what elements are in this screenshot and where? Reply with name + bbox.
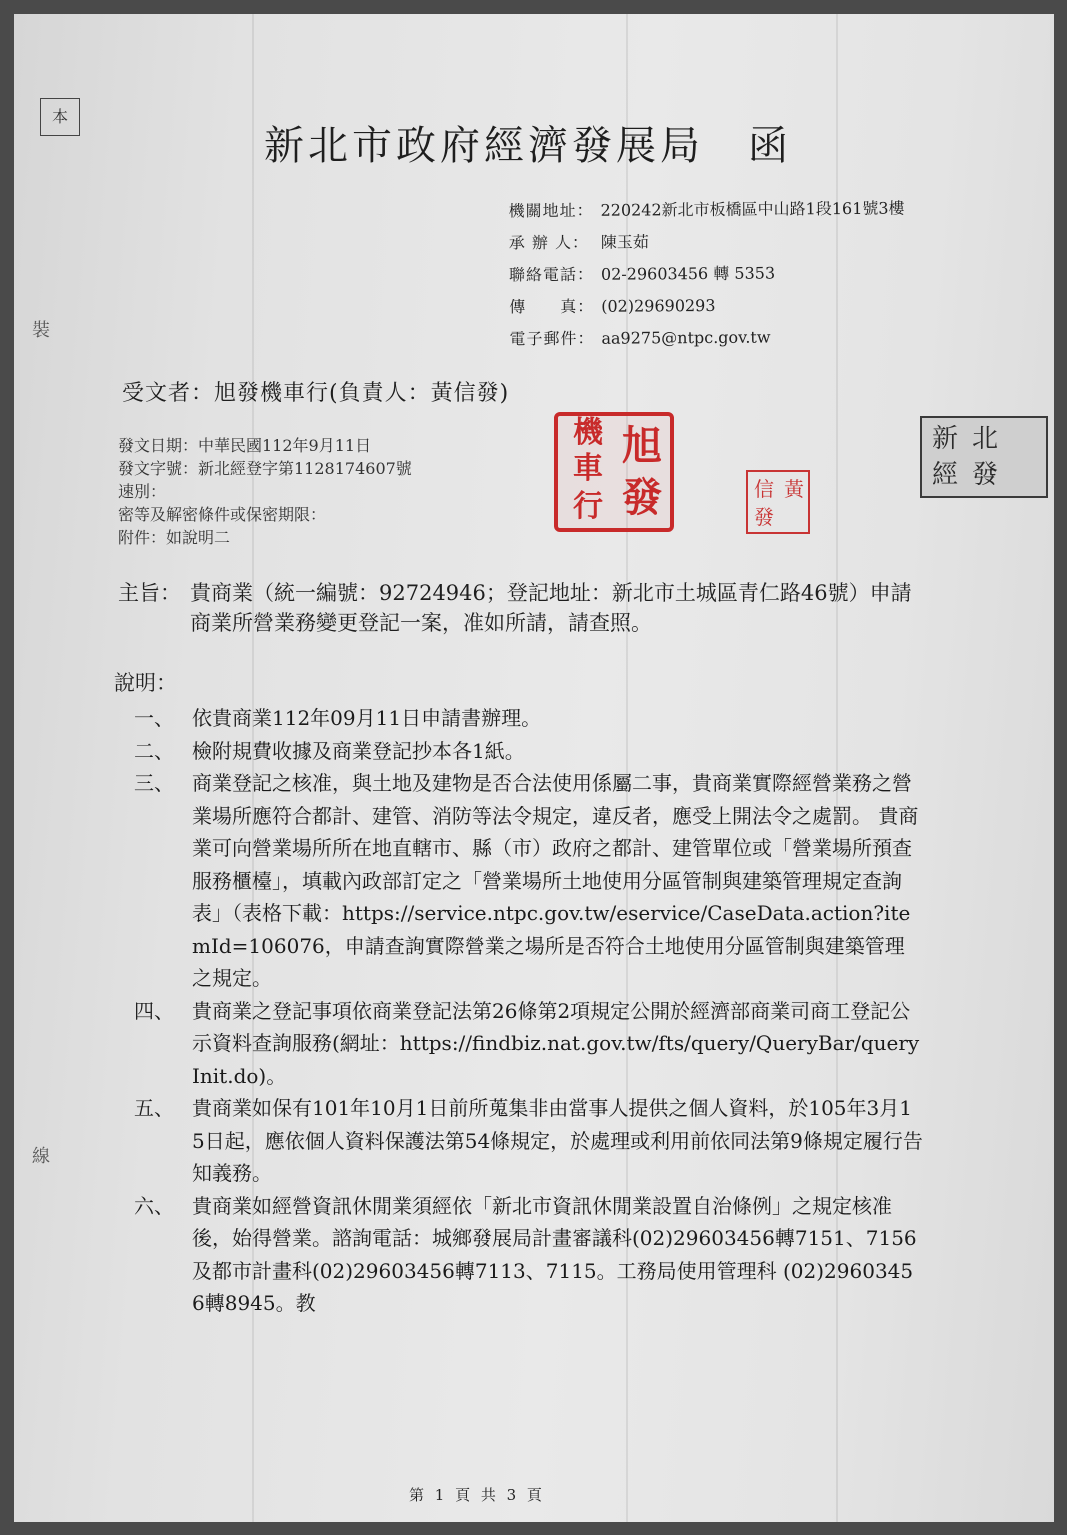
subject-label: 主旨： <box>118 581 181 605</box>
binding-mark: 本 <box>40 98 80 136</box>
info-row-address <box>508 193 904 228</box>
list-item <box>134 735 924 768</box>
info-label: 承 辦 人： <box>508 232 590 253</box>
list-item <box>134 1190 924 1320</box>
info-row-phone <box>509 257 905 292</box>
seal-char: 新 <box>931 424 958 454</box>
speed-class: 速別： <box>118 482 167 501</box>
seal-char: 旭 <box>622 422 662 469</box>
seal-char: 行 <box>573 489 603 524</box>
agency-info <box>508 193 905 356</box>
info-value: 陳玉茹 <box>600 232 649 252</box>
subject-section <box>118 578 918 638</box>
seal-char: 黃 <box>784 477 804 501</box>
description-heading: 說明： <box>114 671 177 695</box>
owner-seal <box>746 470 810 534</box>
info-label: 聯絡電話： <box>508 264 595 285</box>
info-value: (02)29690293 <box>601 295 716 316</box>
seal-char: 機 <box>573 415 603 450</box>
description-items <box>134 702 924 1320</box>
item-text: 商業登記之核准，與土地及建物是否合法使用係屬二事，貴商業實際經營業務之營業場所應符合都計、建管、消防等法令規定，違反者，應受上開法令之處罰。 貴商業可向營業場所所在地直轄市、縣（市）政府之都計、建管單位或「營業場所預查服務櫃檯」，填載內政部訂定之「營業場所土地使用分區管制與建築管理規定查詢表」（表格下載：https://service.ntpc.gov.tw/eservice/CaseData.action?itemId=106076，申請查詢實際營業之場所是否符合土地使用分區管制與建築管理之規定。 <box>192 771 919 990</box>
info-value: 02-29603456 轉 5353 <box>600 263 776 284</box>
item-text: 貴商業之登記事項依商業登記法第26條第2項規定公開於經濟部商業司商工登記公示資料查詢服務(網址：https://findbiz.nat.gov.tw/fts/query/QueryBar/queryInit.do)。 <box>192 998 920 1088</box>
item-number: 三、 <box>134 771 174 795</box>
issue-date: 發文日期：中華民國112年9月11日 <box>118 436 372 455</box>
list-item <box>134 995 924 1093</box>
seal-char: 北 <box>971 424 998 454</box>
list-item <box>134 1092 924 1190</box>
seal-char: 發 <box>622 474 662 521</box>
info-label: 傳 真： <box>509 296 595 317</box>
seal-char: 信 <box>754 477 774 501</box>
info-row-fax <box>509 289 905 324</box>
item-number: 二、 <box>134 738 174 763</box>
subject-text: 貴商業（統一編號：92724946；登記地址：新北市土城區青仁路46號）申請商業所營業務變更登記一案，准如所請，請查照。 <box>190 581 912 635</box>
seal-char: 發 <box>754 505 774 529</box>
company-seal <box>554 412 674 532</box>
item-number: 五、 <box>134 1096 174 1120</box>
info-label: 電子郵件： <box>509 328 595 349</box>
margin-mark-bottom: 線 <box>32 1146 50 1167</box>
document-meta <box>118 434 412 549</box>
item-text: 依貴商業112年09月11日申請書辦理。 <box>192 706 542 730</box>
recipient: 受文者：旭發機車行(負責人：黃信發) <box>122 381 510 406</box>
item-text: 檢附規費收據及商業登記抄本各1紙。 <box>192 738 525 763</box>
agency-seal <box>920 416 1048 498</box>
info-value: 220242新北市板橋區中山路1段161號3樓 <box>600 198 905 220</box>
seal-char: 經 <box>931 460 958 490</box>
info-value: aa9275@ntpc.gov.tw <box>601 327 771 348</box>
item-text: 貴商業如保有101年10月1日前所蒐集非由當事人提供之個人資料，於105年3月15日起，應依個人資料保護法第54條規定，於處理或利用前依同法第9條規定履行告知義務。 <box>192 1096 923 1185</box>
document-title: 新北市政府經濟發展局 函 <box>264 123 792 169</box>
attachment: 附件：如說明二 <box>118 528 231 547</box>
item-number: 六、 <box>134 1193 174 1218</box>
document-page <box>14 14 1054 1522</box>
margin-mark-top: 裝 <box>32 320 50 341</box>
seal-char: 車 <box>573 451 603 486</box>
page-number: 第 1 頁 共 3 頁 <box>409 1486 545 1504</box>
item-number: 一、 <box>134 706 174 730</box>
item-text: 貴商業如經營資訊休閒業須經依「新北市資訊休閒業設置自治條例」之規定核准後，始得營業。諮詢電話：城鄉發展局計畫審議科(02)29603456轉7151、7156及都市計畫科(02)29603456轉7113、7115。工務局使用管理科 (02)29603456轉8945。教 <box>192 1193 917 1315</box>
info-row-officer <box>509 225 905 260</box>
document-number: 發文字號：新北經登字第1128174607號 <box>118 459 412 478</box>
secrecy-level: 密等及解密條件或保密期限： <box>118 505 327 524</box>
info-label: 機關地址： <box>508 200 594 221</box>
list-item <box>134 702 924 735</box>
seal-char: 發 <box>971 460 998 490</box>
list-item <box>134 767 924 995</box>
item-number: 四、 <box>134 998 174 1023</box>
info-row-email <box>509 321 905 356</box>
